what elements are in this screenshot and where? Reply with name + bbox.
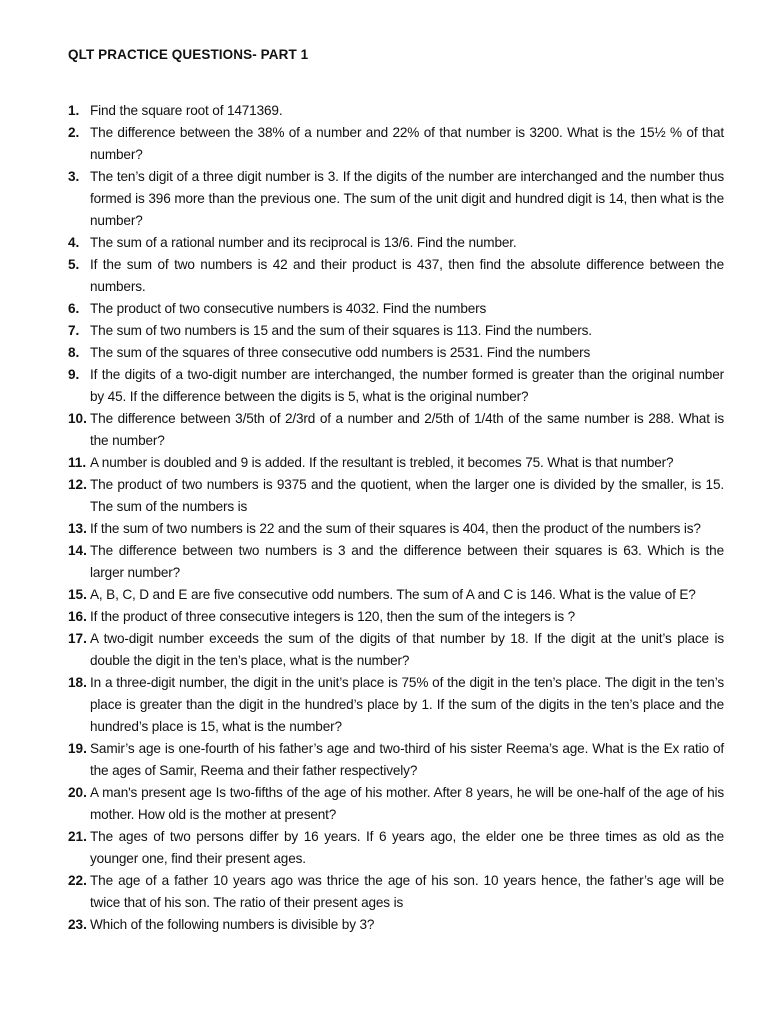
question-item bbox=[68, 452, 724, 474]
question-number: 15. bbox=[68, 587, 87, 602]
question-number: 11. bbox=[68, 455, 87, 470]
question-text: Samir’s age is one-fourth of his father’s age and two-third of his sister Reema’s age. What is the Ex ratio of the ages of Samir, Reema and their father respectively? bbox=[90, 741, 724, 778]
question-item bbox=[68, 738, 724, 782]
question-text: If the product of three consecutive integers is 120, then the sum of the integers is ? bbox=[90, 609, 576, 624]
question-item bbox=[68, 320, 724, 342]
question-number: 12. bbox=[68, 477, 87, 492]
question-number: 14. bbox=[68, 543, 87, 558]
question-list bbox=[68, 100, 724, 936]
question-text: The difference between the 38% of a number and 22% of that number is 3200. What is the 15½ % of that number? bbox=[90, 125, 724, 162]
question-text: If the sum of two numbers is 42 and their product is 437, then find the absolute difference between the numbers. bbox=[90, 257, 724, 294]
question-number: 1. bbox=[68, 103, 80, 118]
question-text: The sum of two numbers is 15 and the sum of their squares is 113. Find the numbers. bbox=[90, 323, 592, 338]
question-number: 3. bbox=[68, 169, 80, 184]
question-text: A man's present age Is two-fifths of the age of his mother. After 8 years, he will be one-half of the age of his mother. How old is the mother at present? bbox=[90, 785, 724, 822]
question-number: 10. bbox=[68, 411, 87, 426]
question-text: A number is doubled and 9 is added. If the resultant is trebled, it becomes 75. What is that number? bbox=[90, 455, 674, 470]
question-number: 18. bbox=[68, 675, 87, 690]
question-number: 16. bbox=[68, 609, 87, 624]
question-item bbox=[68, 364, 724, 408]
question-item bbox=[68, 870, 724, 914]
question-number: 9. bbox=[68, 367, 80, 382]
question-text: A, B, C, D and E are five consecutive odd numbers. The sum of A and C is 146. What is the value of E? bbox=[90, 587, 696, 602]
question-number: 20. bbox=[68, 785, 87, 800]
question-item bbox=[68, 100, 724, 122]
question-item bbox=[68, 826, 724, 870]
question-number: 23. bbox=[68, 917, 87, 932]
question-text: If the sum of two numbers is 22 and the sum of their squares is 404, then the product of the numbers is? bbox=[90, 521, 701, 536]
question-text: The difference between two numbers is 3 and the difference between their squares is 63. Which is the larger number? bbox=[90, 543, 724, 580]
question-text: If the digits of a two-digit number are interchanged, the number formed is greater than the original number by 45. If the difference between the digits is 5, what is the original number? bbox=[90, 367, 724, 404]
question-item bbox=[68, 298, 724, 320]
question-text: The difference between 3/5th of 2/3rd of a number and 2/5th of 1/4th of the same number is 288. What is the number? bbox=[90, 411, 724, 448]
question-number: 17. bbox=[68, 631, 87, 646]
question-text: Which of the following numbers is divisible by 3? bbox=[90, 917, 375, 932]
question-item bbox=[68, 914, 724, 936]
question-text: A two-digit number exceeds the sum of the digits of that number by 18. If the digit at the unit’s place is double the digit in the ten’s place, what is the number? bbox=[90, 631, 724, 668]
question-text: The sum of the squares of three consecutive odd numbers is 2531. Find the numbers bbox=[90, 345, 591, 360]
question-text: The age of a father 10 years ago was thrice the age of his son. 10 years hence, the father’s age will be twice that of his son. The ratio of their present ages is bbox=[90, 873, 724, 910]
question-text: The ten’s digit of a three digit number is 3. If the digits of the number are interchanged and the number thus formed is 396 more than the previous one. The sum of the unit digit and hundred digit is 14, then what is the number? bbox=[90, 169, 724, 228]
question-text: In a three-digit number, the digit in the unit’s place is 75% of the digit in the ten’s place. The digit in the ten’s place is greater than the digit in the hundred’s place by 1. If the sum of the digits in the ten’s place and the hundred’s place is 15, what is the number? bbox=[90, 675, 724, 734]
question-item bbox=[68, 342, 724, 364]
question-item bbox=[68, 606, 724, 628]
question-item bbox=[68, 408, 724, 452]
question-number: 13. bbox=[68, 521, 87, 536]
question-number: 6. bbox=[68, 301, 80, 316]
question-text: The product of two consecutive numbers is 4032. Find the numbers bbox=[90, 301, 487, 316]
question-item bbox=[68, 474, 724, 518]
question-item bbox=[68, 122, 724, 166]
question-number: 7. bbox=[68, 323, 80, 338]
question-text: The product of two numbers is 9375 and the quotient, when the larger one is divided by the smaller, is 15. The sum of the numbers is bbox=[90, 477, 724, 514]
question-number: 19. bbox=[68, 741, 87, 756]
question-number: 2. bbox=[68, 125, 80, 140]
question-number: 4. bbox=[68, 235, 80, 250]
question-item bbox=[68, 518, 724, 540]
question-item bbox=[68, 672, 724, 738]
question-item bbox=[68, 232, 724, 254]
question-number: 22. bbox=[68, 873, 87, 888]
question-item bbox=[68, 628, 724, 672]
question-number: 21. bbox=[68, 829, 87, 844]
question-item bbox=[68, 782, 724, 826]
question-item bbox=[68, 254, 724, 298]
question-item bbox=[68, 166, 724, 232]
question-text: The sum of a rational number and its reciprocal is 13/6. Find the number. bbox=[90, 235, 517, 250]
question-item bbox=[68, 540, 724, 584]
question-number: 5. bbox=[68, 257, 80, 272]
page-title: QLT PRACTICE QUESTIONS- PART 1 bbox=[68, 47, 309, 62]
question-number: 8. bbox=[68, 345, 80, 360]
question-text: The ages of two persons differ by 16 years. If 6 years ago, the elder one be three times as old as the younger one, find their present ages. bbox=[90, 829, 724, 866]
question-item bbox=[68, 584, 724, 606]
question-text: Find the square root of 1471369. bbox=[90, 103, 283, 118]
